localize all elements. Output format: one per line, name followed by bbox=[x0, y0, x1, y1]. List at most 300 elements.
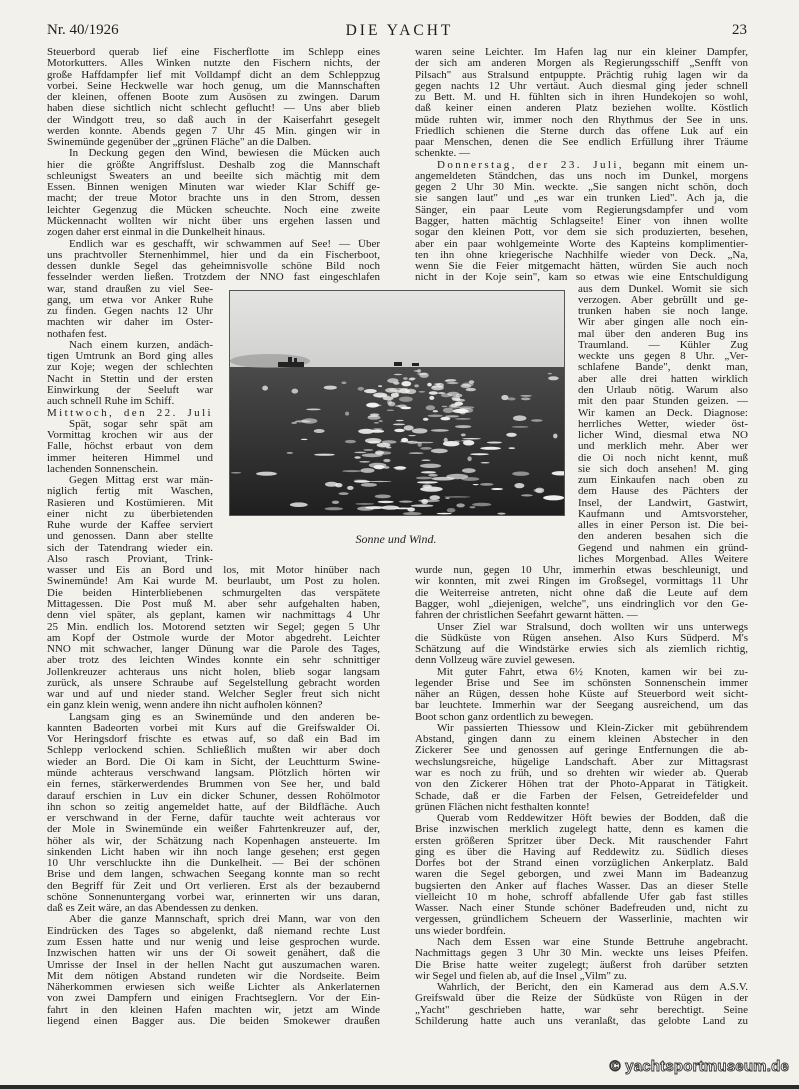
line-text: machten wir daher im Oster- bbox=[47, 317, 213, 329]
line-text: sinkenden Licht haben wir ihn noch lange gesehen; erst gegen bbox=[47, 846, 380, 858]
glitter-spot bbox=[394, 374, 402, 375]
glitter-spot bbox=[404, 425, 414, 430]
glitter-spot bbox=[395, 390, 400, 394]
text-line bbox=[415, 599, 748, 610]
text-line bbox=[47, 1016, 380, 1027]
bottom-border bbox=[0, 1085, 799, 1089]
glitter-spot bbox=[461, 434, 466, 437]
glitter-spot bbox=[430, 495, 441, 500]
line-text: Rasieren und Kostümieren. Mit bbox=[47, 497, 213, 509]
line-text: Wasser. Nach einer Stunde schöner Badefreuden und, nicht zu bbox=[415, 903, 748, 915]
glitter-spot bbox=[358, 387, 365, 391]
line-text: NNO mit schwacher, langer Dünung war die Parole des Tages, bbox=[47, 644, 380, 656]
line-text: von den Zickerer Höhen trat der Photo-Apparat in Tätigkeit. bbox=[415, 779, 748, 791]
text-line bbox=[578, 385, 748, 396]
text-line bbox=[578, 430, 748, 441]
line-text: Wir aber gingen alle noch ein- bbox=[578, 317, 748, 329]
text-line bbox=[578, 453, 748, 464]
line-text: der sich am anderen Morgen als Regierungsschiff „Senfft von bbox=[415, 58, 748, 70]
line-text: ersten größeren Spritzer über Deck. Mit rauschender Fahrt bbox=[415, 835, 748, 847]
line-text: auch schnell Ruhe im Schiff. bbox=[47, 396, 175, 408]
glitter-spot bbox=[513, 415, 526, 421]
text-line bbox=[578, 464, 748, 475]
glitter-spot bbox=[487, 442, 502, 444]
glitter-spot bbox=[393, 424, 405, 426]
line-text: „Yacht" geschrieben hatte, war sehr berechtigt. Seine bbox=[415, 1004, 748, 1016]
glitter-spot bbox=[454, 441, 461, 443]
text-line bbox=[47, 182, 380, 193]
date-heading: Mittwoch, den 22. Juli bbox=[47, 407, 213, 419]
glitter-spot bbox=[416, 477, 433, 480]
line-text: uns wieder bordfein. bbox=[415, 925, 506, 937]
text-line bbox=[578, 396, 748, 407]
text-line bbox=[47, 1005, 380, 1016]
glitter-spot bbox=[445, 415, 459, 417]
paragraph bbox=[415, 937, 748, 982]
line-text: zum Essen hatte und nur wenig und leise gesprochen wurde. bbox=[47, 936, 380, 948]
text-line bbox=[415, 937, 748, 948]
glitter-spot bbox=[387, 410, 394, 411]
line-text: macht; der treue Motor brachte uns in den Strom, dessen bbox=[47, 193, 380, 205]
text-line bbox=[47, 633, 380, 644]
line-text: Swinemünde gegenüber der „grünen Fläche" an die Dalben. bbox=[47, 137, 312, 149]
text-line bbox=[47, 802, 380, 813]
text-line bbox=[47, 993, 380, 1004]
glitter-spot bbox=[378, 501, 394, 503]
glitter-spot bbox=[262, 386, 268, 391]
text-line bbox=[47, 137, 380, 148]
glitter-spot bbox=[553, 434, 557, 439]
text-line bbox=[415, 779, 748, 790]
line-text: wieder an Bord. Die Oi kam in Sicht, der Leuchtturm Swine- bbox=[47, 756, 380, 768]
text-line bbox=[415, 261, 748, 272]
line-text: Steuerbord querab lief eine Fischerflotte im Schlepp eines bbox=[47, 47, 380, 58]
glitter-spot bbox=[440, 417, 450, 421]
line-text: Boot schon ganz ordentlich zu bewegen. bbox=[415, 711, 594, 723]
text-line bbox=[47, 712, 380, 723]
text-line bbox=[47, 92, 380, 103]
glitter-spot bbox=[414, 370, 420, 371]
glitter-spot bbox=[325, 507, 343, 510]
text-line bbox=[578, 498, 748, 509]
text-line bbox=[578, 317, 748, 328]
line-text: und merklich mehr. Aber wer bbox=[578, 441, 748, 453]
glitter-spot bbox=[418, 442, 422, 447]
text-line bbox=[415, 757, 748, 768]
glitter-spot bbox=[470, 506, 476, 508]
text-line bbox=[47, 81, 380, 92]
glitter-spot bbox=[520, 395, 532, 396]
line-text: höher als wir, der Schätzung nach Kopenhagen ansteuerte. Im bbox=[47, 835, 380, 847]
glitter-spot bbox=[444, 496, 470, 497]
glitter-spot bbox=[339, 492, 349, 495]
glitter-spot bbox=[514, 483, 524, 488]
sea-photo-image bbox=[230, 291, 564, 515]
text-line bbox=[415, 847, 748, 858]
line-text: ein ganz klein wenig, wenn andere ihn nicht aufholen können? bbox=[47, 700, 323, 712]
line-text: sich der Tatendrang wieder ein. bbox=[47, 542, 213, 554]
text-line bbox=[578, 351, 748, 362]
glitter-spot bbox=[387, 378, 398, 383]
text-line bbox=[47, 779, 380, 790]
glitter-spot bbox=[342, 470, 362, 472]
text-line bbox=[578, 329, 748, 340]
glitter-spot bbox=[497, 513, 505, 515]
line-text: Querab vom Reddewitzer Höft bewies der Bodden, daß die bbox=[437, 813, 748, 825]
text-line bbox=[578, 306, 748, 317]
glitter-spot bbox=[374, 465, 385, 469]
line-text: 25 Min. endlich los. Motorend setzten wir Segel; gegen 5 Uhr bbox=[47, 621, 380, 633]
line-text: ging es über die Having auf Reddewitz zu. Südlich dieses bbox=[415, 846, 748, 858]
text-line bbox=[415, 193, 748, 204]
line-text: Aber die ganze Mannschaft, sprich drei Mann, war von den bbox=[69, 914, 380, 926]
line-text: gegen nachts 12 Uhr vertäut. Auch diesmal ging jeder schnell bbox=[415, 80, 748, 92]
line-text: legender Brise und See im schönsten Sonnenschein immer bbox=[415, 677, 748, 689]
text-line bbox=[415, 802, 748, 813]
line-text: schöne Sonnenuntergang vorbei war, erinnerten wir uns daran, bbox=[47, 891, 380, 903]
line-text: weckte uns gegen 8 Uhr. „Ver- bbox=[578, 351, 748, 363]
text-line bbox=[578, 340, 748, 351]
line-text: er verschwand in der Ferne, dafür tauchte weit achteraus vor bbox=[47, 813, 380, 825]
glitter-spot bbox=[367, 481, 392, 482]
text-line bbox=[47, 419, 213, 430]
text-line bbox=[47, 498, 213, 509]
line-text: licher Wind, diesmal etwa NO bbox=[578, 430, 748, 442]
line-text: denn viel später, als geplant, kamen wir nachmittags 4 Uhr bbox=[47, 610, 380, 622]
text-line bbox=[415, 700, 748, 711]
line-text: die Oi noch nicht kennt, muß bbox=[578, 452, 748, 464]
text-line bbox=[47, 329, 213, 340]
line-text: Einwirkung der Seeluft war bbox=[47, 384, 213, 396]
text-line bbox=[415, 993, 748, 1004]
glitter-spot bbox=[409, 452, 424, 453]
glitter-spot bbox=[411, 504, 434, 507]
text-line bbox=[47, 757, 380, 768]
text-line bbox=[47, 441, 213, 452]
line-text: ihn schon so zeitig angemeldet hatte, auf der Bildfläche. Auch bbox=[47, 801, 380, 813]
text-line bbox=[578, 441, 748, 452]
line-text: aber ein paar wohlgemeinte Worte des Kapteins komplimentier- bbox=[415, 238, 748, 250]
glitter-spot bbox=[420, 487, 443, 492]
line-text: war es noch zu früh, und so drehten wir wieder ab. Querab bbox=[415, 768, 748, 779]
glitter-spot bbox=[447, 382, 459, 384]
glitter-spot bbox=[535, 488, 544, 494]
text-line bbox=[415, 791, 748, 802]
line-text: angemeldeten Ständchen, das uns noch im Dunkel, morgens bbox=[415, 170, 748, 182]
line-text: Die beiden Hinterbliebenen schmurgelten das verspätete bbox=[47, 587, 380, 599]
text-line bbox=[415, 655, 748, 666]
glitter-spot bbox=[461, 384, 472, 388]
glitter-spot bbox=[548, 376, 559, 380]
line-text: Pilsach" aus Stralsund entpuppte. Prächtig ruhig lagen wir da bbox=[415, 69, 748, 81]
text-line bbox=[47, 824, 380, 835]
glitter-spot bbox=[480, 483, 493, 486]
line-text: Langsam ging es an Swinemünde und den anderen be- bbox=[69, 711, 380, 723]
text-line bbox=[415, 914, 748, 925]
line-text: waren seine Leichter. Im Hafen lag nur ein kleiner Dampfer, bbox=[415, 47, 748, 58]
text-line bbox=[47, 858, 380, 869]
text-line bbox=[47, 216, 380, 227]
glitter-spot bbox=[456, 503, 465, 507]
text-line bbox=[47, 847, 380, 858]
text-line bbox=[415, 216, 748, 227]
text-line bbox=[415, 1005, 748, 1016]
text-line bbox=[415, 960, 748, 971]
line-text: haben diese sichtlich nicht schlecht geflucht! — Uns aber blieb bbox=[47, 103, 380, 115]
text-line bbox=[47, 453, 213, 464]
glitter-spot bbox=[332, 501, 339, 504]
glitter-spot bbox=[521, 494, 533, 496]
glitter-spot bbox=[462, 438, 481, 439]
glitter-spot bbox=[444, 438, 448, 443]
glitter-spot bbox=[375, 451, 384, 455]
glitter-spot bbox=[396, 420, 404, 421]
text-line bbox=[578, 419, 748, 430]
line-text: Swinemünde! Am Kai wurde M. beurlaubt, um Post zu holen. bbox=[47, 576, 380, 588]
text-line bbox=[415, 160, 748, 171]
text-line bbox=[415, 768, 748, 779]
paragraph bbox=[415, 982, 748, 1027]
glitter-spot bbox=[433, 410, 438, 412]
glitter-spot bbox=[441, 393, 452, 397]
text-line bbox=[47, 103, 380, 114]
glitter-spot bbox=[432, 386, 437, 389]
text-line bbox=[47, 667, 380, 678]
text-line bbox=[415, 47, 748, 58]
text-line bbox=[47, 171, 380, 182]
line-text: wenn Sie die Feier mitgemacht hätten, würden Sie auch noch bbox=[415, 261, 748, 273]
text-line bbox=[47, 148, 380, 159]
glitter-spot bbox=[421, 460, 430, 461]
line-text: vorbei. Seine Heckwelle war hoch genug, um die Mannschaften bbox=[47, 80, 380, 92]
watermark: © yachtsportmuseum.de bbox=[609, 1058, 789, 1075]
line-text: 10 Uhr verschluckte ihn die Dunkelheit. — Bei der schönen bbox=[47, 858, 380, 870]
text-line bbox=[47, 599, 380, 610]
text-line bbox=[415, 689, 748, 700]
line-text: hier die größte Angriffslust. Deshalb zog die Mannschaft bbox=[47, 159, 380, 171]
glitter-spot bbox=[256, 472, 277, 476]
line-text: In Deckung gegen den Wind, bewiesen die Mücken auch bbox=[69, 148, 380, 160]
text-line bbox=[578, 531, 748, 542]
text-line bbox=[415, 633, 748, 644]
line-text: daß es Zeit wäre, an das Abendessen zu denken. bbox=[47, 903, 259, 915]
glitter-spot bbox=[395, 466, 406, 470]
line-text: Schlepp verlockend schien. Schließlich mußten wir aber doch bbox=[47, 745, 380, 757]
text-line bbox=[47, 881, 380, 892]
line-text: Friedlich schienen die Sterne durch das offene Luk auf ein bbox=[415, 125, 748, 137]
glitter-spot bbox=[419, 373, 428, 378]
text-line bbox=[415, 58, 748, 69]
text-line bbox=[578, 509, 748, 520]
glitter-spot bbox=[414, 442, 433, 444]
text-line bbox=[415, 678, 748, 689]
text-line bbox=[47, 284, 213, 295]
photo-sun-and-wind bbox=[229, 290, 565, 516]
text-line bbox=[47, 813, 380, 824]
glitter-spot bbox=[512, 472, 529, 476]
text-line bbox=[415, 1016, 748, 1027]
text-line bbox=[47, 903, 380, 914]
line-text: mal über den anderen Bug ins bbox=[578, 328, 748, 340]
glitter-spot bbox=[291, 422, 297, 424]
line-text: trunken haben sie noch lange. bbox=[578, 306, 748, 318]
text-line bbox=[578, 284, 748, 295]
glitter-spot bbox=[383, 397, 394, 400]
glitter-spot bbox=[354, 480, 370, 483]
text-line bbox=[415, 576, 748, 587]
line-text: Falle, höchst erbaut von dem bbox=[47, 441, 213, 453]
glitter-spot bbox=[421, 471, 436, 473]
text-line bbox=[47, 362, 213, 373]
text-line bbox=[415, 982, 748, 993]
text-line bbox=[578, 486, 748, 497]
line-text: Mittagessen. Die Post muß M. aber sehr aufgehalten haben, bbox=[47, 599, 380, 611]
glitter-spot bbox=[408, 435, 416, 436]
paragraph bbox=[47, 47, 380, 148]
line-text: Ruhe wurde der Kaffee serviert bbox=[47, 520, 213, 532]
line-text: Schätzung auf die Windstärke erwies sich als ziemlich richtig, bbox=[415, 644, 748, 656]
line-text: Näherkommen erwiesen sich weiße Lichter als Ankerlaternen bbox=[47, 982, 380, 994]
glitter-spot bbox=[387, 400, 392, 405]
text-line bbox=[415, 171, 748, 182]
line-text: Mit guter Fahrt, etwa 6½ Knoten, kamen wir bei zu- bbox=[437, 666, 748, 678]
line-text: Wahrlich, der Bericht, den ein Kamerad aus dem A.S.V. bbox=[437, 982, 748, 994]
line-text: aber trotz des leichten Windes konnte ein sehr schnittiger bbox=[47, 655, 380, 667]
figure-caption: Sonne und Wind. bbox=[355, 532, 437, 546]
text-line bbox=[47, 520, 213, 531]
text-line bbox=[415, 137, 748, 148]
line-text: schleunigst Sweaters an und beeilte sich mächtig mit dem bbox=[47, 170, 380, 182]
glitter-spot bbox=[325, 482, 338, 487]
text-line bbox=[47, 982, 380, 993]
glitter-spot bbox=[231, 472, 241, 473]
line-text: Unser Ziel war Stralsund, doch wollten wir uns unterwegs bbox=[437, 621, 748, 633]
line-text: Kaufmann und Amtsvorsteher, bbox=[578, 508, 748, 520]
line-text: wasser und Eis an Bord und los, mit Motor hinüber nach bbox=[47, 565, 380, 577]
glitter-spot bbox=[370, 404, 381, 406]
text-line bbox=[47, 869, 380, 880]
glitter-spot bbox=[358, 429, 374, 434]
line-text: näher an Rügen, dessen hohe Küste auf Steuerbord weit sicht- bbox=[415, 689, 748, 701]
line-text: die Südküste von Rügen ansehen. Also Kurs Südperd. M's bbox=[415, 632, 748, 644]
line-text: Wir passierten Thiessow und Klein-Zicker mit gebührendem bbox=[437, 722, 748, 734]
text-line bbox=[415, 971, 748, 982]
text-line bbox=[578, 554, 748, 565]
glitter-spot bbox=[418, 391, 425, 393]
text-line bbox=[415, 858, 748, 869]
text-line bbox=[47, 576, 380, 587]
line-text: Sänger, ein paar Leute vom Regierungsdampfer und vom bbox=[415, 204, 748, 216]
text-line bbox=[47, 622, 380, 633]
line-text: gegen 2 Uhr 30 Min. weckte. „Sie sangen nicht schön, doch bbox=[415, 182, 748, 194]
line-text: Dorfes bot der Strand einen vorzüglichen Ankerplatz. Bald bbox=[415, 858, 748, 870]
text-line bbox=[415, 239, 748, 250]
text-line bbox=[415, 903, 748, 914]
text-line bbox=[47, 340, 213, 351]
line-text: Essen. Binnen wenigen Minuten war wieder Klar Schiff ge- bbox=[47, 182, 380, 194]
line-text: den Urlaub nötig. Warum also bbox=[578, 384, 748, 396]
glitter-spot bbox=[399, 397, 413, 402]
glitter-spot bbox=[361, 468, 375, 473]
glitter-spot bbox=[481, 462, 490, 463]
text-line bbox=[578, 475, 748, 486]
line-text: liegend einen Bagger aus. Die beiden Smokewer draußen bbox=[47, 1015, 380, 1027]
line-text: lachenden Sonnenschein. bbox=[47, 463, 159, 475]
glitter-spot bbox=[461, 440, 472, 441]
line-text: wir Segel und fielen ab, auf die Insel „Vilm" zu. bbox=[415, 970, 627, 982]
text-line bbox=[415, 824, 748, 835]
text-line bbox=[47, 836, 380, 847]
glitter-spot bbox=[382, 506, 400, 510]
glitter-spot bbox=[420, 447, 432, 450]
glitter-spot bbox=[472, 503, 491, 507]
glitter-spot bbox=[341, 382, 346, 385]
glitter-spot bbox=[401, 381, 411, 386]
text-line bbox=[415, 948, 748, 959]
line-text: nothafen fest. bbox=[47, 328, 107, 340]
text-line bbox=[415, 622, 748, 633]
line-text: Motorkutters. Alles Winken nutzte den Fischern nichts, der bbox=[47, 58, 380, 70]
line-text: niglich fertig mit Waschen, bbox=[47, 486, 213, 498]
date-heading: Donnerstag, der 23. Juli, bbox=[437, 159, 624, 171]
glitter-spot bbox=[324, 386, 337, 390]
glitter-spot bbox=[455, 418, 471, 419]
text-line bbox=[415, 126, 748, 137]
glitter-spot bbox=[455, 425, 471, 428]
line-text: grünen Flächen nicht festhalten konnte! bbox=[415, 801, 590, 813]
line-text: Zickerer See und genossen auf geringe Entfernungen die ab- bbox=[415, 745, 748, 757]
text-line bbox=[415, 250, 748, 261]
text-line bbox=[47, 914, 380, 925]
glitter-spot bbox=[447, 508, 456, 513]
text-line bbox=[415, 588, 748, 599]
text-line bbox=[415, 869, 748, 880]
text-line bbox=[47, 723, 380, 734]
text-line bbox=[578, 543, 748, 554]
glitter-spot bbox=[418, 499, 440, 502]
glitter-spot bbox=[521, 398, 531, 401]
glitter-spot bbox=[373, 393, 387, 398]
line-text: werden konnte. Abends gegen 7 Uhr 45 Min. gingen wir in bbox=[47, 125, 380, 137]
line-text: verzogen. Aber gebrüllt und ge- bbox=[578, 294, 748, 306]
text-line bbox=[415, 712, 748, 723]
text-line bbox=[47, 70, 380, 81]
glitter-spot bbox=[442, 406, 448, 407]
glitter-spot bbox=[428, 415, 443, 418]
line-text: Mit dem nötigen Abstand rundeten wir die Nordseite. Beim bbox=[47, 970, 380, 982]
text-line bbox=[47, 115, 380, 126]
glitter-spot bbox=[507, 397, 516, 400]
line-text: Nacht in Stettin und der ersten bbox=[47, 373, 213, 385]
glitter-spot bbox=[347, 486, 354, 490]
glitter-spot bbox=[301, 439, 308, 440]
text-line bbox=[47, 734, 380, 745]
glitter-spot bbox=[403, 377, 408, 380]
glitter-spot bbox=[379, 420, 383, 421]
line-text: ein fernes, stärkerwerdendes Brummen von See her, und bald bbox=[47, 779, 380, 791]
glitter-spot bbox=[417, 481, 438, 483]
glitter-spot bbox=[437, 513, 452, 515]
line-text: Insel, der Landwirt, Gastwirt, bbox=[578, 497, 748, 509]
line-text: Bagger, hatten mächtig Schlagseite! Einer von ihnen wollte bbox=[415, 215, 748, 227]
text-line bbox=[415, 70, 748, 81]
glitter-spot bbox=[365, 506, 384, 509]
glitter-spot bbox=[462, 468, 476, 473]
glitter-spot bbox=[368, 416, 379, 417]
text-line bbox=[578, 408, 748, 419]
glitter-spot bbox=[470, 453, 489, 455]
glitter-spot bbox=[368, 441, 380, 444]
